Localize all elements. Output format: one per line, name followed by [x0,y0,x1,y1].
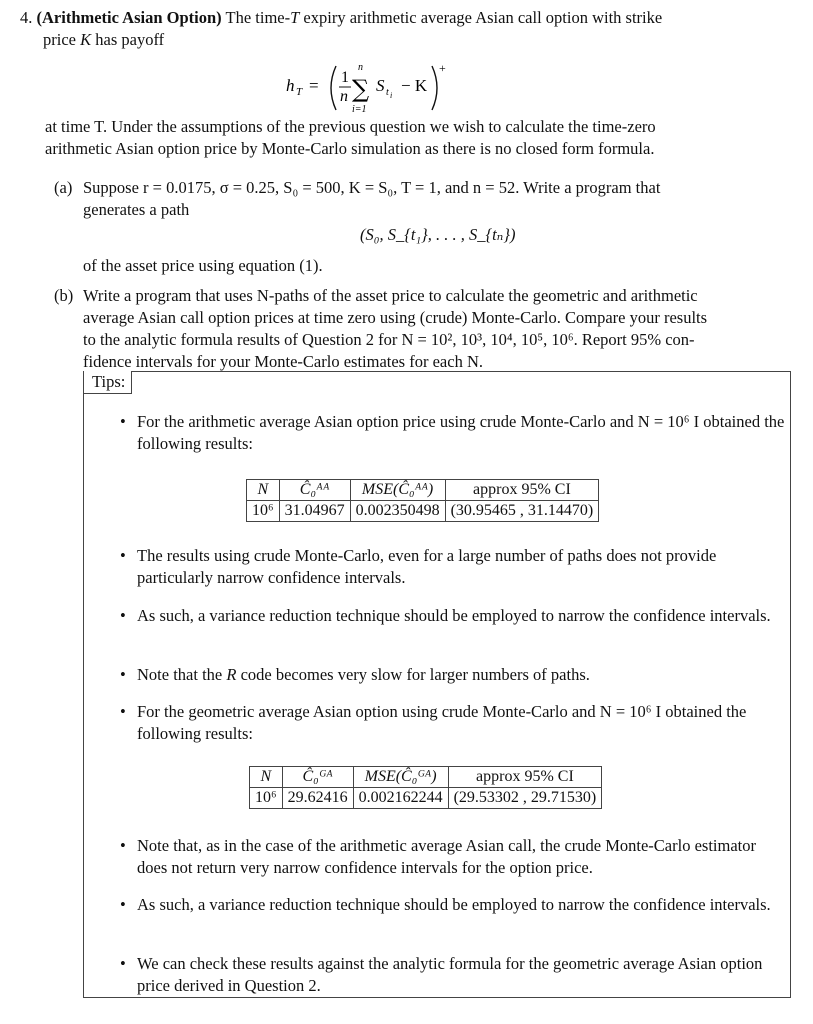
formula-frac-den: n [340,88,348,105]
part-a-line-2: generates a path [83,200,190,219]
part-b-line-1: Write a program that uses N-paths of the asset price to calculate the geometric and arithmetic [83,286,698,305]
bullet-icon: • [120,412,126,431]
table-arithmetic [246,479,599,522]
aa-header-ci: approx 95% CI [445,480,599,501]
ga-header-n: N [250,767,283,788]
part-a-tail: of the asset price using equation (1). [83,256,323,275]
table-geometric [249,766,602,809]
bullet-icon: • [120,546,126,565]
formula-sum-bottom: i=1 [352,104,367,115]
formula-term-subsub: i [390,91,393,100]
aa-header-n: N [247,480,280,501]
aa-mse: 0.002350498 [350,501,445,522]
formula-plus: + [439,61,446,75]
aa-n: 10⁶ [247,501,280,522]
part-b-label: (b) [54,286,74,305]
tips-label: Tips: [84,371,132,394]
formula-term: S [376,76,385,95]
right-paren [432,66,437,110]
formula-sum-top: n [358,62,363,73]
aa-header-mse: MSE(Ĉ₀ᴬᴬ) [350,480,445,501]
ga-header-mse: MSE(Ĉ₀ᴳᴬ) [353,767,448,788]
intro-text-2a: price [43,30,81,49]
intro-text-2b: has payoff [91,30,165,49]
intro-text-1: The time- [225,8,291,27]
formula-lhs: h [286,76,295,95]
after-formula-line-2: arithmetic Asian option price by Monte-Carlo simulation as there is no closed form formula. [45,139,655,158]
part-a [54,177,794,221]
part-a-line-1: Suppose r = 0.0175, σ = 0.25, S₀ = 500, K = S₀, T = 1, and n = 52. Write a program that [83,178,661,197]
table-row [247,501,599,522]
bullet-icon: • [120,665,126,684]
table-row [247,480,599,501]
sigma-icon: ∑ [352,75,370,103]
tip-bullet-5: • For the geometric average Asian option using crude Monte-Carlo and N = 10⁶ I obtained the following results: [120,702,747,743]
aa-ci: (30.95465 , 31.14470) [445,501,599,522]
after-formula-line-1: at time T. Under the assumptions of the previous question we wish to calculate the time-zero [45,117,656,136]
table-row [250,788,602,809]
bullet-icon: • [120,895,126,914]
bullet-icon: • [120,702,126,721]
formula-frac-num: 1 [341,69,349,86]
formula-equals: = [309,76,319,95]
formula-minus-k: − K [401,76,428,95]
bullet4-a: Note that the [137,665,227,684]
bullet-icon: • [120,836,126,855]
tip-bullet-8: • We can check these results against the analytic formula for the geometric average Asian option price derived in Question 2. [120,954,763,995]
bullet-icon: • [120,606,126,625]
left-paren [331,66,336,110]
tip-bullet-4 [120,664,790,686]
table-row [250,767,602,788]
bullet-icon: • [120,954,126,973]
part-b-line-4: fidence intervals for your Monte-Carlo estimates for each N. [83,352,483,371]
part-b-line-3: to the analytic formula results of Question 2 for N = 10², 10³, 10⁴, 10⁵, 10⁶. Report 95% con- [83,330,695,349]
formula-lhs-sub: T [296,86,303,98]
aa-c: 31.04967 [279,501,350,522]
tip-bullet-2: • The results using crude Monte-Carlo, even for a large number of paths does not provide particularly narrow confidence intervals. [120,546,717,587]
ga-n: 10⁶ [250,788,283,809]
part-b-line-2: average Asian call option prices at time zero using (crude) Monte-Carlo. Compare your results [83,308,708,327]
tip-bullet-1: • For the arithmetic average Asian option price using crude Monte-Carlo and N = 10⁶ I obtained the following results: [120,412,785,453]
intro-K: K [80,30,92,49]
tip-bullet-7: • As such, a variance reduction technique should be employed to narrow the confidence intervals. [120,895,771,914]
tip-bullet-3: • As such, a variance reduction technique should be employed to narrow the confidence intervals. [120,606,771,625]
question-title: (Arithmetic Asian Option) [36,8,222,27]
part-a-label: (a) [54,178,73,197]
bullet4-r: R [226,665,237,684]
question-number: 4. [20,8,33,27]
payoff-formula [282,60,522,116]
part-a-path: (S₀, S_{t₁}, . . . , S_{tₙ}) [360,225,516,244]
question-heading [20,7,790,51]
tip-bullet-6: • Note that, as in the case of the arithmetic average Asian call, the crude Monte-Carlo estimator does not return very narrow confidence intervals for the option price. [120,836,756,877]
ga-header-ci: approx 95% CI [448,767,602,788]
formula-term-sub: t [386,87,389,98]
ga-header-c: Ĉ₀ᴳᴬ [282,767,353,788]
intro-T: T [290,8,300,27]
after-formula-text [45,116,795,160]
ga-c: 29.62416 [282,788,353,809]
ga-mse: 0.002162244 [353,788,448,809]
bullet4-b: code becomes very slow for larger numbers of paths. [236,665,590,684]
part-b [54,285,794,373]
aa-header-c: Ĉ₀ᴬᴬ [279,480,350,501]
ga-ci: (29.53302 , 29.71530) [448,788,602,809]
intro-text-1b: expiry arithmetic average Asian call option with strike [299,8,663,27]
